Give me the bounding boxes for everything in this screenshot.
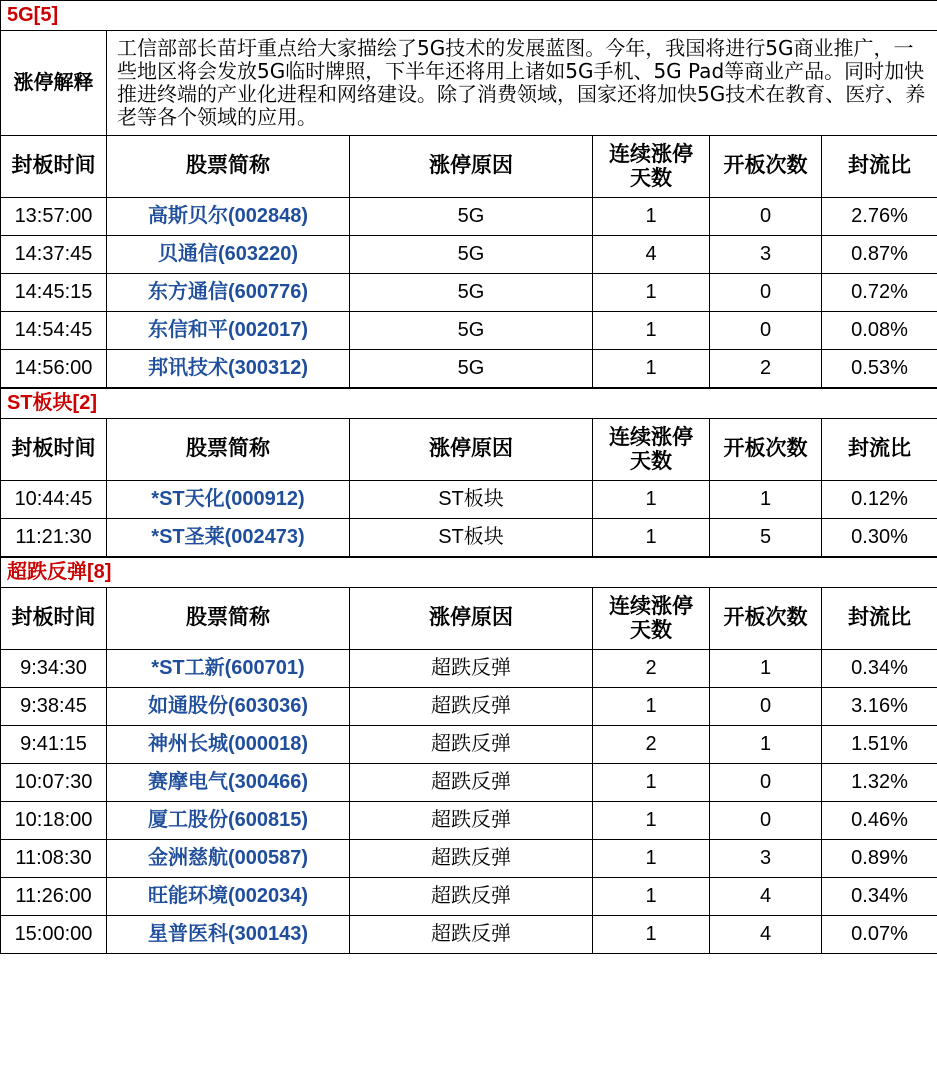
column-header-time: 封板时间: [1, 419, 107, 481]
cell-days: 1: [593, 840, 710, 878]
cell-opens: 1: [710, 481, 822, 519]
column-header-days-line1: 连续涨停: [609, 142, 693, 166]
cell-opens: 0: [710, 274, 822, 312]
cell-ratio: 3.16%: [822, 688, 937, 726]
cell-ratio: 0.07%: [822, 916, 937, 954]
cell-time: 14:54:45: [1, 312, 107, 350]
cell-time: 14:56:00: [1, 350, 107, 388]
cell-reason: 超跌反弹: [350, 764, 593, 802]
column-header-days: [593, 588, 710, 650]
cell-days: 1: [593, 802, 710, 840]
cell-ratio: 0.72%: [822, 274, 937, 312]
cell-days: 4: [593, 236, 710, 274]
cell-opens: 0: [710, 802, 822, 840]
cell-opens: 0: [710, 688, 822, 726]
column-header-opens: 开板次数: [710, 136, 822, 198]
cell-reason: 5G: [350, 350, 593, 388]
cell-stock-name[interactable]: 厦工股份(600815): [107, 802, 350, 840]
column-header-row: [1, 588, 937, 650]
cell-time: 15:00:00: [1, 916, 107, 954]
cell-reason: ST板块: [350, 519, 593, 557]
table-row: [1, 650, 937, 688]
cell-reason: 5G: [350, 312, 593, 350]
cell-reason: 超跌反弹: [350, 650, 593, 688]
cell-stock-name[interactable]: 东信和平(002017): [107, 312, 350, 350]
cell-reason: 超跌反弹: [350, 916, 593, 954]
section-title-row: [1, 558, 937, 588]
column-header-name: 股票简称: [107, 419, 350, 481]
cell-ratio: 0.30%: [822, 519, 937, 557]
cell-stock-name[interactable]: 贝通信(603220): [107, 236, 350, 274]
column-header-days-line2: 天数: [630, 449, 672, 473]
cell-days: 2: [593, 726, 710, 764]
cell-days: 1: [593, 916, 710, 954]
column-header-ratio: 封流比: [822, 136, 937, 198]
column-header-time: 封板时间: [1, 136, 107, 198]
cell-time: 10:07:30: [1, 764, 107, 802]
cell-time: 9:34:30: [1, 650, 107, 688]
cell-time: 13:57:00: [1, 198, 107, 236]
cell-reason: 5G: [350, 236, 593, 274]
cell-opens: 0: [710, 312, 822, 350]
table-row: [1, 726, 937, 764]
cell-time: 10:44:45: [1, 481, 107, 519]
cell-stock-name[interactable]: *ST天化(000912): [107, 481, 350, 519]
cell-ratio: 0.87%: [822, 236, 937, 274]
table-row: [1, 802, 937, 840]
cell-days: 1: [593, 764, 710, 802]
table-row: [1, 274, 937, 312]
cell-days: 2: [593, 650, 710, 688]
cell-opens: 0: [710, 198, 822, 236]
cell-time: 11:26:00: [1, 878, 107, 916]
table-row: [1, 840, 937, 878]
cell-ratio: 2.76%: [822, 198, 937, 236]
cell-ratio: 1.51%: [822, 726, 937, 764]
column-header-time: 封板时间: [1, 588, 107, 650]
cell-time: 11:21:30: [1, 519, 107, 557]
cell-time: 11:08:30: [1, 840, 107, 878]
cell-opens: 3: [710, 236, 822, 274]
cell-ratio: 0.46%: [822, 802, 937, 840]
column-header-reason: 涨停原因: [350, 588, 593, 650]
explanation-text: 工信部部长苗圩重点给大家描绘了5G技术的发展蓝图。今年，我国将进行5G商业推广，一些地区将会发放5G临时牌照，下半年还将用上诸如5G手机、5G Pad等商业产品。同时加快推进终端的产业化进程和网络建设。除了消费领域，国家还将加快5G技术在教育、医疗、养老等各个领域的应用。: [107, 31, 937, 136]
cell-stock-name[interactable]: *ST工新(600701): [107, 650, 350, 688]
cell-time: 9:38:45: [1, 688, 107, 726]
table-row: [1, 312, 937, 350]
table-row: [1, 198, 937, 236]
section-title: ST板块[2]: [1, 389, 937, 419]
cell-ratio: 0.34%: [822, 878, 937, 916]
column-header-row: [1, 419, 937, 481]
cell-stock-name[interactable]: 邦讯技术(300312): [107, 350, 350, 388]
column-header-reason: 涨停原因: [350, 419, 593, 481]
cell-ratio: 0.34%: [822, 650, 937, 688]
cell-ratio: 1.32%: [822, 764, 937, 802]
cell-reason: 超跌反弹: [350, 878, 593, 916]
cell-opens: 1: [710, 650, 822, 688]
cell-opens: 3: [710, 840, 822, 878]
cell-stock-name[interactable]: *ST圣莱(002473): [107, 519, 350, 557]
cell-time: 10:18:00: [1, 802, 107, 840]
cell-days: 1: [593, 688, 710, 726]
cell-days: 1: [593, 481, 710, 519]
cell-stock-name[interactable]: 赛摩电气(300466): [107, 764, 350, 802]
column-header-days: [593, 419, 710, 481]
table-row: [1, 916, 937, 954]
cell-days: 1: [593, 878, 710, 916]
column-header-name: 股票简称: [107, 136, 350, 198]
column-header-reason: 涨停原因: [350, 136, 593, 198]
explanation-row: [1, 31, 937, 136]
cell-days: 1: [593, 274, 710, 312]
section-title: 5G[5]: [1, 1, 937, 31]
cell-opens: 1: [710, 726, 822, 764]
column-header-days: [593, 136, 710, 198]
cell-opens: 0: [710, 764, 822, 802]
cell-ratio: 0.53%: [822, 350, 937, 388]
table-row: [1, 350, 937, 388]
cell-reason: ST板块: [350, 481, 593, 519]
cell-stock-name[interactable]: 神州长城(000018): [107, 726, 350, 764]
cell-opens: 4: [710, 916, 822, 954]
cell-reason: 超跌反弹: [350, 688, 593, 726]
cell-ratio: 0.12%: [822, 481, 937, 519]
section-title-row: [1, 389, 937, 419]
explanation-label: 涨停解释: [1, 31, 107, 136]
column-header-days-line1: 连续涨停: [609, 425, 693, 449]
column-header-days-line1: 连续涨停: [609, 594, 693, 618]
cell-ratio: 0.08%: [822, 312, 937, 350]
column-header-opens: 开板次数: [710, 588, 822, 650]
cell-days: 1: [593, 312, 710, 350]
cell-opens: 2: [710, 350, 822, 388]
column-header-ratio: 封流比: [822, 588, 937, 650]
table-row: [1, 481, 937, 519]
cell-opens: 5: [710, 519, 822, 557]
cell-stock-name[interactable]: 如通股份(603036): [107, 688, 350, 726]
cell-stock-name[interactable]: 东方通信(600776): [107, 274, 350, 312]
cell-time: 9:41:15: [1, 726, 107, 764]
section-table-oversold-rebound: [0, 557, 937, 954]
table-row: [1, 688, 937, 726]
cell-reason: 超跌反弹: [350, 802, 593, 840]
cell-days: 1: [593, 350, 710, 388]
column-header-ratio: 封流比: [822, 419, 937, 481]
cell-reason: 超跌反弹: [350, 726, 593, 764]
cell-time: 14:37:45: [1, 236, 107, 274]
cell-reason: 5G: [350, 274, 593, 312]
column-header-days-line2: 天数: [630, 166, 672, 190]
cell-ratio: 0.89%: [822, 840, 937, 878]
column-header-days-line2: 天数: [630, 618, 672, 642]
cell-stock-name[interactable]: 星普医科(300143): [107, 916, 350, 954]
cell-stock-name[interactable]: 旺能环境(002034): [107, 878, 350, 916]
column-header-row: [1, 136, 937, 198]
section-table-st: [0, 388, 937, 557]
section-table-5g: [0, 0, 937, 388]
column-header-name: 股票简称: [107, 588, 350, 650]
column-header-opens: 开板次数: [710, 419, 822, 481]
table-row: [1, 764, 937, 802]
cell-days: 1: [593, 519, 710, 557]
cell-time: 14:45:15: [1, 274, 107, 312]
table-row: [1, 519, 937, 557]
table-row: [1, 236, 937, 274]
section-title-row: [1, 1, 937, 31]
cell-stock-name[interactable]: 高斯贝尔(002848): [107, 198, 350, 236]
cell-opens: 4: [710, 878, 822, 916]
cell-stock-name[interactable]: 金洲慈航(000587): [107, 840, 350, 878]
cell-reason: 超跌反弹: [350, 840, 593, 878]
section-title: 超跌反弹[8]: [1, 558, 937, 588]
table-row: [1, 878, 937, 916]
cell-days: 1: [593, 198, 710, 236]
cell-reason: 5G: [350, 198, 593, 236]
